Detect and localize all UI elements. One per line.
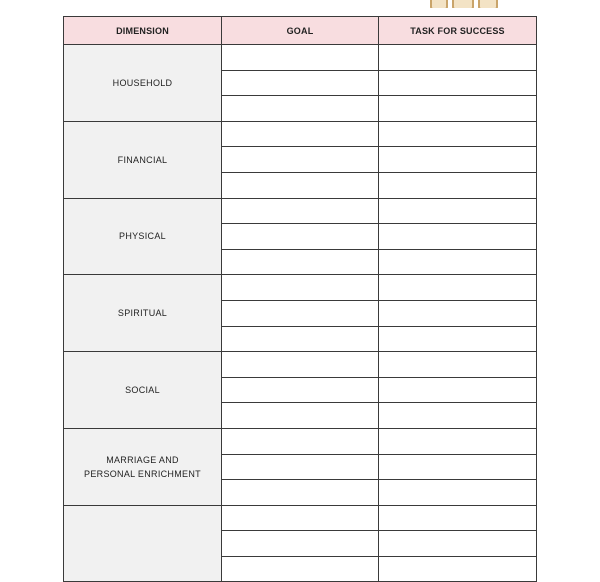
task-cell[interactable] — [379, 505, 537, 531]
goal-planner-table — [63, 16, 537, 582]
task-cell[interactable] — [379, 403, 537, 429]
goal-cell[interactable] — [222, 531, 379, 557]
header-row — [64, 17, 537, 45]
task-cell[interactable] — [379, 480, 537, 506]
table-row — [64, 198, 537, 224]
goal-header: GOAL — [222, 17, 379, 45]
goal-cell[interactable] — [222, 556, 379, 582]
dimension-label: SPIRITUAL — [117, 308, 168, 319]
table-row — [64, 45, 537, 71]
task-cell[interactable] — [379, 172, 537, 198]
dimension-cell-social — [64, 352, 222, 429]
table-row — [64, 121, 537, 147]
dimension-cell-household — [64, 45, 222, 122]
task-cell[interactable] — [379, 224, 537, 250]
dimension-cell-financial — [64, 121, 222, 198]
task-cell[interactable] — [379, 45, 537, 71]
dimension-label: MARRIAGE AND PERSONAL ENRICHMENT — [84, 454, 201, 479]
goal-cell[interactable] — [222, 96, 379, 122]
task-cell[interactable] — [379, 147, 537, 173]
goal-cell[interactable] — [222, 198, 379, 224]
dimension-cell-spiritual — [64, 275, 222, 352]
dimension-label: PHYSICAL — [119, 231, 166, 242]
title-decoration — [430, 0, 510, 8]
dimension-cell-partial — [64, 505, 222, 582]
task-cell[interactable] — [379, 300, 537, 326]
dimension-label: SOCIAL — [125, 385, 160, 396]
dimension-header: DIMENSION — [64, 17, 222, 45]
task-cell[interactable] — [379, 556, 537, 582]
dimension-cell-marriage — [64, 428, 222, 505]
goal-cell[interactable] — [222, 147, 379, 173]
goal-cell[interactable] — [222, 45, 379, 71]
goal-cell[interactable] — [222, 224, 379, 250]
goal-cell[interactable] — [222, 300, 379, 326]
goal-cell[interactable] — [222, 454, 379, 480]
task-cell[interactable] — [379, 352, 537, 378]
goal-cell[interactable] — [222, 70, 379, 96]
task-cell[interactable] — [379, 326, 537, 352]
table-row — [64, 352, 537, 378]
goal-cell[interactable] — [222, 377, 379, 403]
table-row — [64, 275, 537, 301]
task-cell[interactable] — [379, 428, 537, 454]
goal-cell[interactable] — [222, 428, 379, 454]
goal-cell[interactable] — [222, 121, 379, 147]
goal-cell[interactable] — [222, 352, 379, 378]
task-cell[interactable] — [379, 70, 537, 96]
task-cell[interactable] — [379, 249, 537, 275]
goal-cell[interactable] — [222, 275, 379, 301]
dimension-label: HOUSEHOLD — [112, 77, 173, 88]
task-cell[interactable] — [379, 275, 537, 301]
table-row — [64, 428, 537, 454]
dimension-cell-physical — [64, 198, 222, 275]
task-cell[interactable] — [379, 454, 537, 480]
goal-cell[interactable] — [222, 172, 379, 198]
task-cell[interactable] — [379, 531, 537, 557]
goal-cell[interactable] — [222, 403, 379, 429]
goal-cell[interactable] — [222, 480, 379, 506]
task-cell[interactable] — [379, 198, 537, 224]
task-cell[interactable] — [379, 96, 537, 122]
table-row — [64, 505, 537, 531]
task-cell[interactable] — [379, 121, 537, 147]
task-cell[interactable] — [379, 377, 537, 403]
task-header: TASK FOR SUCCESS — [379, 17, 537, 45]
goal-cell[interactable] — [222, 326, 379, 352]
goal-cell[interactable] — [222, 505, 379, 531]
dimension-label: FINANCIAL — [117, 154, 168, 165]
goal-cell[interactable] — [222, 249, 379, 275]
